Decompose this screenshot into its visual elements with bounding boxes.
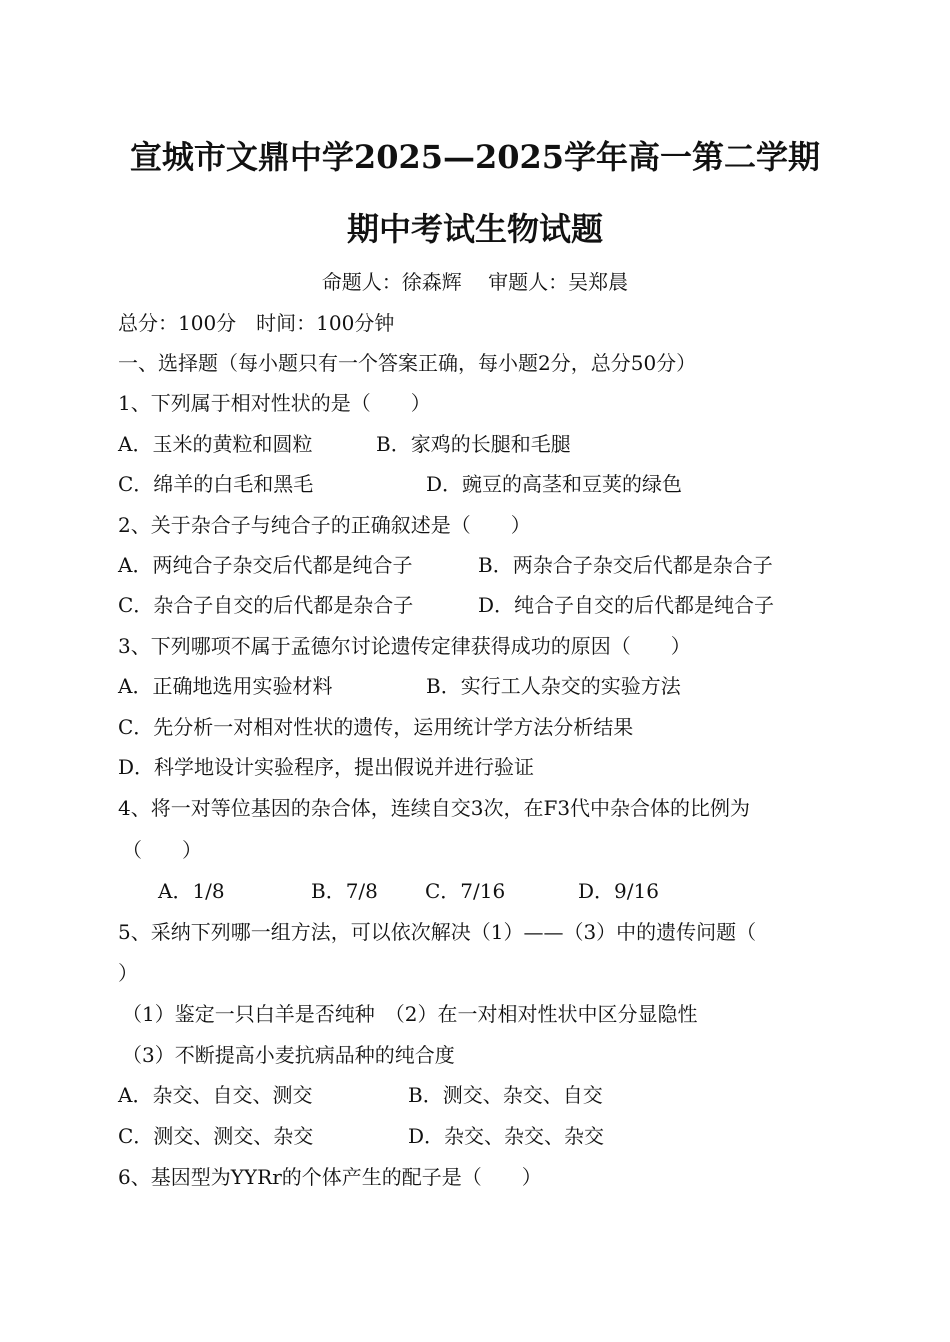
section-heading: 一、选择题（每小题只有一个答案正确，每小题2分，总分50分） — [118, 351, 697, 375]
option-c: C．杂合子自交的后代都是杂合子 — [118, 593, 414, 617]
exam-title-line1: 宣城市文鼎中学2025—2025学年高一第二学期 — [129, 138, 821, 176]
option-a: A．玉米的黄粒和圆粒 — [118, 432, 313, 456]
option-b: B．7/8 — [311, 879, 378, 903]
question-stem: 5、采纳下列哪一组方法，可以依次解决（1）——（3）中的遗传问题（ — [118, 920, 757, 944]
option-a: A．1/8 — [158, 879, 225, 903]
option-c: C．测交、测交、杂交 — [118, 1124, 314, 1148]
sub-question-line: （1）鉴定一只白羊是否纯种 （2）在一对相对性状中区分显隐性 — [122, 1002, 698, 1026]
question-stem: 1、下列属于相对性状的是（ ） — [118, 391, 431, 415]
option-c: C．先分析一对相对性状的遗传，运用统计学方法分析结果 — [118, 715, 634, 739]
option-b: B．测交、杂交、自交 — [408, 1083, 603, 1107]
option-b: B．家鸡的长腿和毛腿 — [376, 432, 571, 456]
option-d: D．科学地设计实验程序，提出假说并进行验证 — [118, 755, 535, 779]
authors-line: 命题人：徐森辉 审题人：吴郑晨 — [321, 270, 629, 294]
question-stem: 6、基因型为YYRr的个体产生的配子是（ ） — [118, 1165, 542, 1189]
option-b: B．实行工人杂交的实验方法 — [426, 674, 681, 698]
option-c: C．绵羊的白毛和黑毛 — [118, 472, 314, 496]
option-b: B．两杂合子杂交后代都是杂合子 — [478, 553, 773, 577]
option-a: A．两纯合子杂交后代都是纯合子 — [118, 553, 413, 577]
option-d: D．杂交、杂交、杂交 — [408, 1124, 605, 1148]
option-d: D．豌豆的高茎和豆荚的绿色 — [426, 472, 683, 496]
question-stem: 3、下列哪项不属于孟德尔讨论遗传定律获得成功的原因（ ） — [118, 634, 691, 658]
question-stem: 2、关于杂合子与纯合子的正确叙述是（ ） — [118, 513, 531, 537]
question-stem-continued: （ ） — [122, 838, 202, 862]
option-d: D．纯合子自交的后代都是纯合子 — [478, 593, 775, 617]
option-a: A．杂交、自交、测交 — [118, 1083, 313, 1107]
sub-question-line: （3）不断提高小麦抗病品种的纯合度 — [122, 1043, 455, 1067]
question-stem-continued: ） — [118, 961, 138, 985]
option-d: D．9/16 — [578, 879, 659, 903]
exam-title-line2: 期中考试生物试题 — [346, 210, 603, 248]
option-c: C．7/16 — [425, 879, 506, 903]
question-stem: 4、将一对等位基因的杂合体，连续自交3次，在F3代中杂合体的比例为 — [118, 796, 751, 820]
option-a: A．正确地选用实验材料 — [118, 674, 333, 698]
score-time-line: 总分：100分 时间：100分钟 — [118, 311, 395, 335]
